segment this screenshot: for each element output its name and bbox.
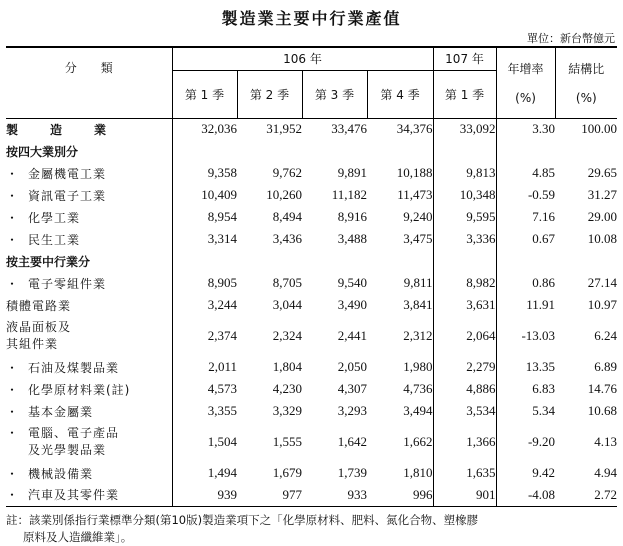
cell-value: 3,044 [272, 297, 302, 312]
header-structure-label: 結構比 [568, 62, 605, 77]
cell-value: 2,011 [172, 356, 237, 378]
header-growth-unit: (%) [515, 91, 536, 106]
header-q3-106: 第 3 季 [302, 70, 367, 118]
table-row-sub [6, 316, 617, 356]
table-row [6, 206, 617, 228]
footnote [6, 512, 617, 546]
row-label-text: 化學工業 [28, 210, 81, 225]
row-label [6, 272, 172, 294]
cell-value: 3,488 [337, 231, 367, 246]
cell-value: 901 [433, 484, 496, 506]
cell-value: 10,188 [396, 165, 433, 180]
cell-value: 10.97 [587, 297, 618, 312]
cell-value: 3,293 [337, 403, 367, 418]
cell-value: 2,050 [337, 359, 367, 374]
cell-value: 1,804 [272, 359, 302, 374]
cell-value: 34,376 [396, 121, 433, 137]
cell-value: 1,642 [337, 434, 367, 449]
cell-value: 1,679 [272, 465, 302, 480]
cell-value: 1,739 [337, 465, 367, 480]
cell-value: 2.72 [555, 484, 617, 506]
row-label [6, 484, 172, 506]
cell-value: 8,954 [172, 206, 237, 228]
cell-value: 4.94 [594, 465, 618, 480]
cell-value: 1,555 [272, 434, 302, 449]
footnote-line2: 原料及人造纖維業」。 [23, 530, 133, 544]
row-label-text: 機械設備業 [28, 466, 94, 481]
cell-value: 8,982 [433, 272, 496, 294]
row-label-text: 民生工業 [28, 232, 81, 247]
cell-value: 3,314 [172, 228, 237, 250]
row-label-line1: 電腦、電子產品 [28, 426, 120, 440]
bullet: ・ [6, 488, 20, 503]
row-label [6, 422, 172, 462]
row-label-line1: 液晶面板及 [6, 320, 72, 334]
cell-value: 4,230 [272, 381, 302, 396]
row-label-text: 資訊電子工業 [28, 188, 107, 203]
cell-value: 2,374 [172, 316, 237, 356]
cell-value: 29.65 [587, 165, 618, 180]
cell-value: 32,036 [172, 118, 237, 140]
bullet: ・ [6, 404, 20, 419]
bullet: ・ [6, 426, 20, 440]
cell-value: 9,595 [433, 206, 496, 228]
bullet: ・ [6, 276, 20, 291]
cell-value: -9.20 [496, 422, 555, 462]
row-label [6, 378, 172, 400]
cell-value: 939 [172, 484, 237, 506]
cell-value: 8,705 [272, 275, 302, 290]
cell-value: 9.42 [496, 462, 555, 484]
cell-value: 1,662 [403, 434, 433, 449]
cell-value: 3,494 [403, 403, 433, 418]
cell-value: 2,312 [403, 328, 433, 343]
cell-value: 6.24 [594, 328, 618, 343]
cell-value: 3,436 [272, 231, 302, 246]
cell-value: 9,240 [403, 209, 433, 224]
cell-value: 1,980 [403, 359, 433, 374]
row-label [6, 356, 172, 378]
table-row [6, 184, 617, 206]
cell-value: 4.13 [594, 434, 618, 449]
cell-value: 4,307 [337, 381, 367, 396]
section-label: 按主要中行業分 [6, 254, 91, 269]
cell-value: 3,355 [172, 400, 237, 422]
row-label-text: 金屬機電工業 [28, 166, 107, 181]
header-growth-label: 年增率 [507, 62, 544, 77]
row-label [6, 462, 172, 484]
cell-value: 3,475 [403, 231, 433, 246]
cell-value: 0.67 [496, 228, 555, 250]
cell-value: 10.68 [587, 403, 618, 418]
cell-value: 2,324 [272, 328, 302, 343]
cell-value: 29.00 [587, 209, 618, 224]
cell-value: 11.91 [496, 294, 555, 316]
cell-value: -13.03 [496, 316, 555, 356]
cell-value: 3,336 [433, 228, 496, 250]
cell-value: 27.14 [587, 275, 618, 290]
cell-value: 4,573 [172, 378, 237, 400]
table-row [6, 356, 617, 378]
header-q1-106: 第 1 季 [172, 70, 237, 118]
cell-value: -4.08 [496, 484, 555, 506]
cell-value: 1,494 [172, 462, 237, 484]
table-row [6, 462, 617, 484]
cell-value: 2,279 [433, 356, 496, 378]
row-label-text: 化學原材料業(註) [28, 382, 131, 397]
cell-value: 10,409 [172, 184, 237, 206]
cell-value: 2,441 [337, 328, 367, 343]
table-row [6, 228, 617, 250]
section-label: 按四大業別分 [6, 144, 79, 159]
cell-value: 977 [237, 484, 302, 506]
bullet: ・ [6, 210, 20, 225]
cell-value: 3,841 [403, 297, 433, 312]
cell-value: 10.08 [587, 231, 618, 246]
table-row [6, 272, 617, 294]
cell-value: 33,092 [433, 118, 496, 140]
table-row [6, 484, 617, 506]
bullet: ・ [6, 360, 20, 375]
row-label [6, 316, 172, 356]
row-label [6, 184, 172, 206]
cell-value: 1,366 [433, 422, 496, 462]
row-label: 製 造 業 [6, 122, 117, 137]
table-row [6, 400, 617, 422]
cell-value: 5.34 [496, 400, 555, 422]
row-label [6, 400, 172, 422]
bullet: ・ [6, 382, 20, 397]
table-row [6, 422, 617, 462]
cell-value: 8,905 [172, 272, 237, 294]
cell-value: 9,813 [433, 162, 496, 184]
cell-value: 6.89 [594, 359, 618, 374]
row-label-text: 汽車及其零件業 [28, 488, 120, 503]
cell-value: 3,631 [433, 294, 496, 316]
cell-value: 8,916 [337, 209, 367, 224]
row-label-text: 石油及煤製品業 [28, 360, 120, 375]
bullet: ・ [6, 466, 20, 481]
cell-value: 9,540 [337, 275, 367, 290]
cell-value: 2,064 [433, 316, 496, 356]
cell-value: 9,762 [272, 165, 302, 180]
cell-value: 3,490 [337, 297, 367, 312]
table-row-section [6, 250, 617, 272]
page-title: 製造業主要中行業產值 [221, 9, 402, 28]
unit-label: 單位：新台幣億元 [527, 32, 615, 45]
header-year-107: 107 年 [433, 47, 496, 70]
cell-value: 1,504 [172, 422, 237, 462]
header-category: 分 類 [6, 47, 172, 118]
cell-value: 4.85 [496, 162, 555, 184]
row-label-line2: 其組件業 [6, 337, 59, 351]
cell-value: -0.59 [496, 184, 555, 206]
cell-value: 3.30 [496, 118, 555, 140]
footnote-line1: 註：該業別係指行業標準分類(第10版)製造業項下之「化學原材料、肥料、氮化合物、塑橡膠 [6, 513, 479, 527]
cell-value: 9,891 [337, 165, 367, 180]
header-q1-107: 第 1 季 [433, 70, 496, 118]
cell-value: 7.16 [496, 206, 555, 228]
cell-value: 31,952 [266, 121, 302, 137]
production-table [6, 46, 617, 507]
cell-value: 6.83 [496, 378, 555, 400]
header-growth [496, 47, 555, 118]
header-structure [555, 47, 617, 118]
row-label [6, 162, 172, 184]
cell-value: 10,260 [266, 187, 302, 202]
cell-value: 14.76 [587, 381, 618, 396]
cell-value: 9,811 [403, 275, 433, 290]
table-row-sub [6, 294, 617, 316]
cell-value: 11,473 [397, 187, 433, 202]
cell-value: 31.27 [587, 187, 618, 202]
bullet: ・ [6, 188, 20, 203]
cell-value: 1,810 [403, 465, 433, 480]
cell-value: 933 [302, 484, 367, 506]
cell-value: 996 [367, 484, 433, 506]
cell-value: 13.35 [496, 356, 555, 378]
row-label-text: 基本金屬業 [28, 404, 94, 419]
cell-value: 4,886 [433, 378, 496, 400]
row-label: 積體電路業 [6, 298, 72, 313]
cell-value: 3,329 [272, 403, 302, 418]
bullet: ・ [6, 166, 20, 181]
cell-value: 1,635 [433, 462, 496, 484]
row-label [6, 228, 172, 250]
table-row-total [6, 118, 617, 140]
row-label-text: 電子零組件業 [28, 276, 107, 291]
cell-value: 10,348 [433, 184, 496, 206]
cell-value: 3,244 [172, 294, 237, 316]
cell-value: 3,534 [433, 400, 496, 422]
row-label [6, 206, 172, 228]
header-q2-106: 第 2 季 [237, 70, 302, 118]
cell-value: 11,182 [331, 187, 367, 202]
cell-value: 9,358 [172, 162, 237, 184]
row-label-line2: 及光學製品業 [28, 443, 107, 457]
cell-value: 100.00 [581, 121, 618, 137]
table-row [6, 162, 617, 184]
header-q4-106: 第 4 季 [367, 70, 433, 118]
header-year-106: 106 年 [172, 47, 433, 70]
cell-value: 33,476 [331, 121, 367, 137]
cell-value: 4,736 [403, 381, 433, 396]
cell-value: 0.86 [496, 272, 555, 294]
header-structure-unit: (%) [575, 91, 597, 106]
bullet: ・ [6, 232, 20, 247]
table-row [6, 378, 617, 400]
cell-value: 8,494 [272, 209, 302, 224]
table-row-section [6, 140, 617, 162]
